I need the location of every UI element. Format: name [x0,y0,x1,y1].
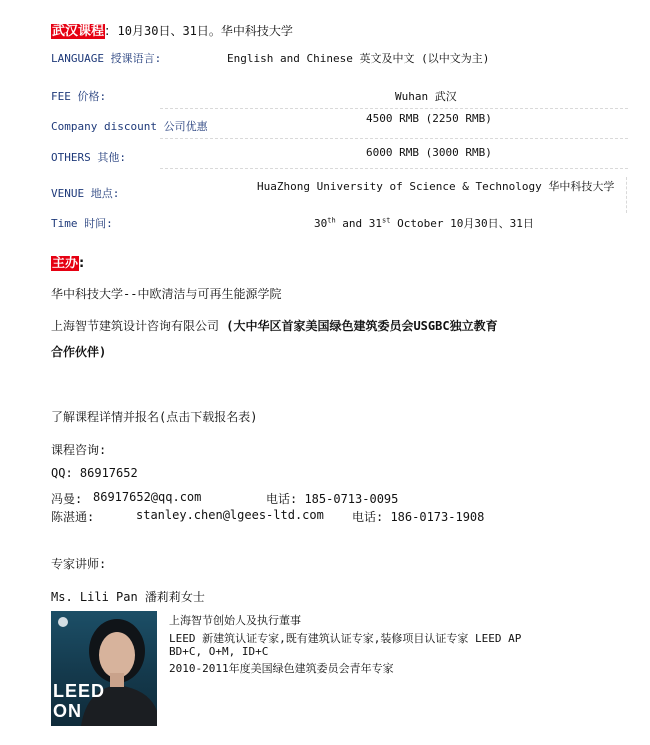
course-dates: 10月30日、31日。华中科技大学 [117,24,293,38]
table-divider [160,108,628,109]
expert-photo [51,611,157,726]
contact-feng-name: 冯曼: [51,492,83,506]
discount-label: Company discount 公司优惠 [51,120,208,133]
contact-feng-phone: 电话: 185-0713-0095 [266,492,399,506]
organizer-line-2: 上海智节建筑设计咨询有限公司 (大中华区首家美国绿色建筑委员会USGBC独立教育 [51,319,498,333]
expert-bio-4: 2010-2011年度美国绿色建筑委员会青年专家 [169,662,394,675]
contact-chen-name: 陈湛通: [51,510,95,524]
language-label: LANGUAGE 授课语言: [51,52,162,65]
contact-chen-phone: 电话: 186-0173-1908 [352,510,485,524]
time-label: Time 时间: [51,217,113,230]
course-heading: 武汉课程: 10月30日、31日。华中科技大学 [52,24,293,39]
venue-label: VENUE 地点: [51,187,120,200]
organizer-line-1: 华中科技大学--中欧清洁与可再生能源学院 [51,287,282,301]
organizer-heading: 主办: [52,256,85,271]
others-label: OTHERS 其他: [51,151,126,164]
experts-title: 专家讲师: [51,557,107,571]
table-divider [160,168,628,169]
register-link[interactable]: 了解课程详情并报名(点击下载报名表) [51,410,258,424]
table-border [626,177,627,213]
expert-bio-1: 上海智节创始人及执行董事 [169,614,301,627]
consult-title: 课程咨询: [51,443,107,457]
qq-number: QQ: 86917652 [51,466,138,480]
venue-value: HuaZhong University of Science & Technology 华中科技大学 [257,180,615,193]
course-label: 武汉课程 [52,24,105,39]
contact-feng-email[interactable]: 86917652@qq.com [93,490,202,504]
photo-caption: LEED ON [53,681,106,721]
expert-bio-2: LEED 新建筑认证专家,既有建筑认证专家,装修项目认证专家 LEED AP [169,632,522,645]
discount-value: 4500 RMB (2250 RMB) [366,112,492,125]
time-value: 30th and 31st October 10月30日、31日 [314,216,534,230]
fee-label: FEE 价格: [51,90,107,103]
fee-value: Wuhan 武汉 [395,90,457,103]
contact-chen-email[interactable]: stanley.chen@lgees-ltd.com [136,508,324,522]
expert-bio-3: BD+C, O+M, ID+C [169,645,269,658]
organizer-label: 主办 [52,256,79,271]
language-value: English and Chinese 英文及中文 (以中文为主) [227,52,490,65]
expert-name: Ms. Lili Pan 潘莉莉女士 [51,590,205,604]
organizer-line-3: 合作伙伴) [51,345,107,359]
others-value: 6000 RMB (3000 RMB) [366,146,492,159]
table-divider [160,138,628,139]
